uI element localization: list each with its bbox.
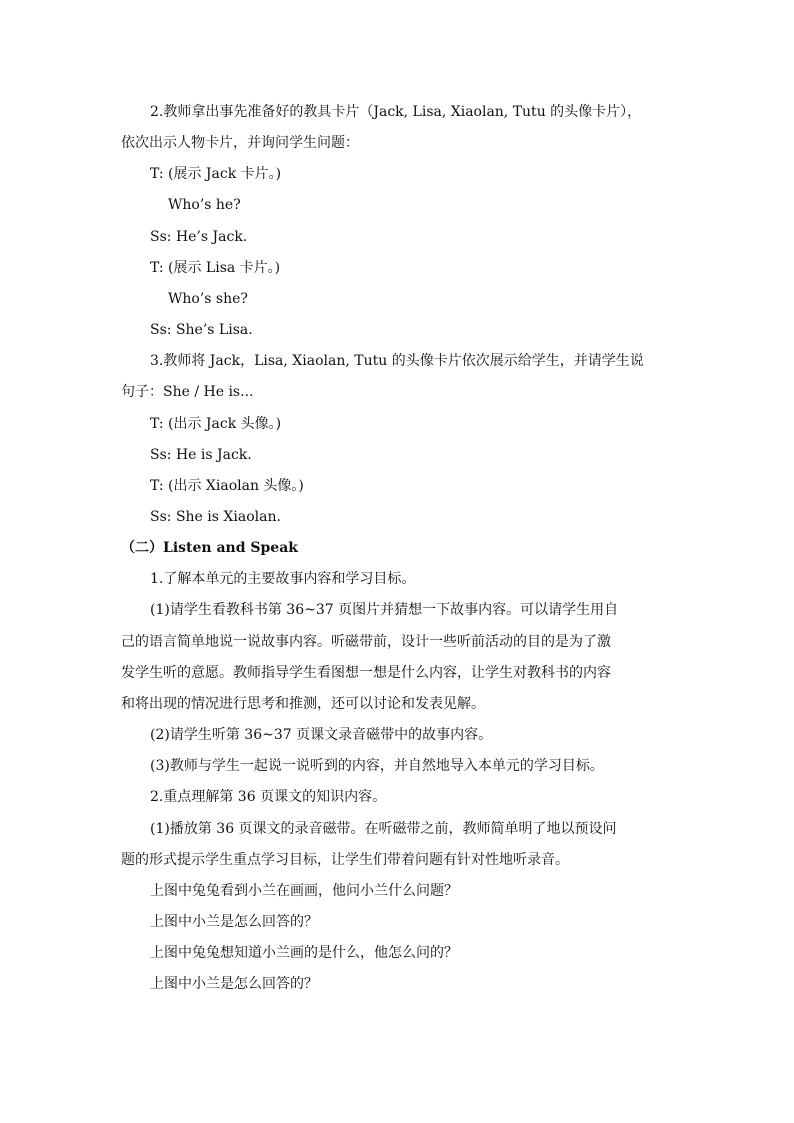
paragraph-step-2-line-1: 2.教师拿出事先准备好的教具卡片（Jack, Lisa, Xiaolan, Tutu 的头像卡片）， — [150, 104, 642, 120]
dialogue-students-answer: Ss: She’s Lisa. — [150, 322, 253, 338]
paragraph-step-3-line-2: 句子：She / He is... — [121, 384, 254, 400]
section-heading-listen-and-speak: （二）Listen and Speak — [121, 540, 298, 556]
paragraph-sub-1-line-4: 和将出现的情况进行思考和推测，还可以讨论和发表见解。 — [121, 696, 485, 712]
paragraph-sub-1b-line-1: (1)播放第 36 页课文的录音磁带。在听磁带之前，教师简单明了地以预设问 — [150, 821, 617, 837]
dialogue-teacher-question: Who’s he? — [168, 197, 241, 213]
dialogue-students-answer: Ss: He’s Jack. — [150, 229, 248, 245]
dialogue-students-answer: Ss: She is Xiaolan. — [150, 509, 281, 525]
paragraph-sub-1-line-1: (1)请学生看教科书第 36~37 页图片并猜想一下故事内容。可以请学生用自 — [150, 602, 619, 618]
dialogue-teacher-line: T: (展示 Jack 卡片。) — [150, 166, 282, 182]
dialogue-teacher-line: T: (展示 Lisa 卡片。) — [150, 260, 281, 276]
question-2: 上图中小兰是怎么回答的？ — [150, 914, 318, 930]
paragraph-sub-2: (2)请学生听第 36~37 页课文录音磁带中的故事内容。 — [150, 727, 493, 743]
dialogue-students-answer: Ss: He is Jack. — [150, 447, 252, 463]
paragraph-sub-3: (3)教师与学生一起说一说听到的内容，并自然地导入本单元的学习目标。 — [150, 758, 604, 774]
question-4: 上图中小兰是怎么回答的？ — [150, 976, 318, 992]
paragraph-sub-1b-line-2: 题的形式提示学生重点学习目标，让学生们带着问题有针对性地听录音。 — [121, 852, 569, 868]
paragraph-step-2-line-2: 依次出示人物卡片，并询问学生问题： — [121, 135, 359, 151]
paragraph-step-3-line-1: 3.教师将 Jack，Lisa, Xiaolan, Tutu 的头像卡片依次展示给学生，并请学生说 — [150, 353, 644, 369]
dialogue-teacher-line: T: (出示 Jack 头像。) — [150, 416, 282, 432]
paragraph-item-2: 2.重点理解第 36 页课文的知识内容。 — [150, 789, 387, 805]
dialogue-teacher-question: Who’s she? — [168, 291, 248, 307]
paragraph-item-1: 1.了解本单元的主要故事内容和学习目标。 — [150, 571, 416, 587]
question-3: 上图中兔兔想知道小兰画的是什么，他怎么问的？ — [150, 945, 458, 961]
question-1: 上图中兔兔看到小兰在画画，他问小兰什么问题？ — [150, 883, 458, 899]
dialogue-teacher-line: T: (出示 Xiaolan 头像。) — [150, 478, 304, 494]
paragraph-sub-1-line-2: 己的语言简单地说一说故事内容。听磁带前，设计一些听前活动的目的是为了激 — [121, 634, 611, 650]
paragraph-sub-1-line-3: 发学生听的意愿。教师指导学生看图想一想是什么内容，让学生对教科书的内容 — [121, 665, 611, 681]
